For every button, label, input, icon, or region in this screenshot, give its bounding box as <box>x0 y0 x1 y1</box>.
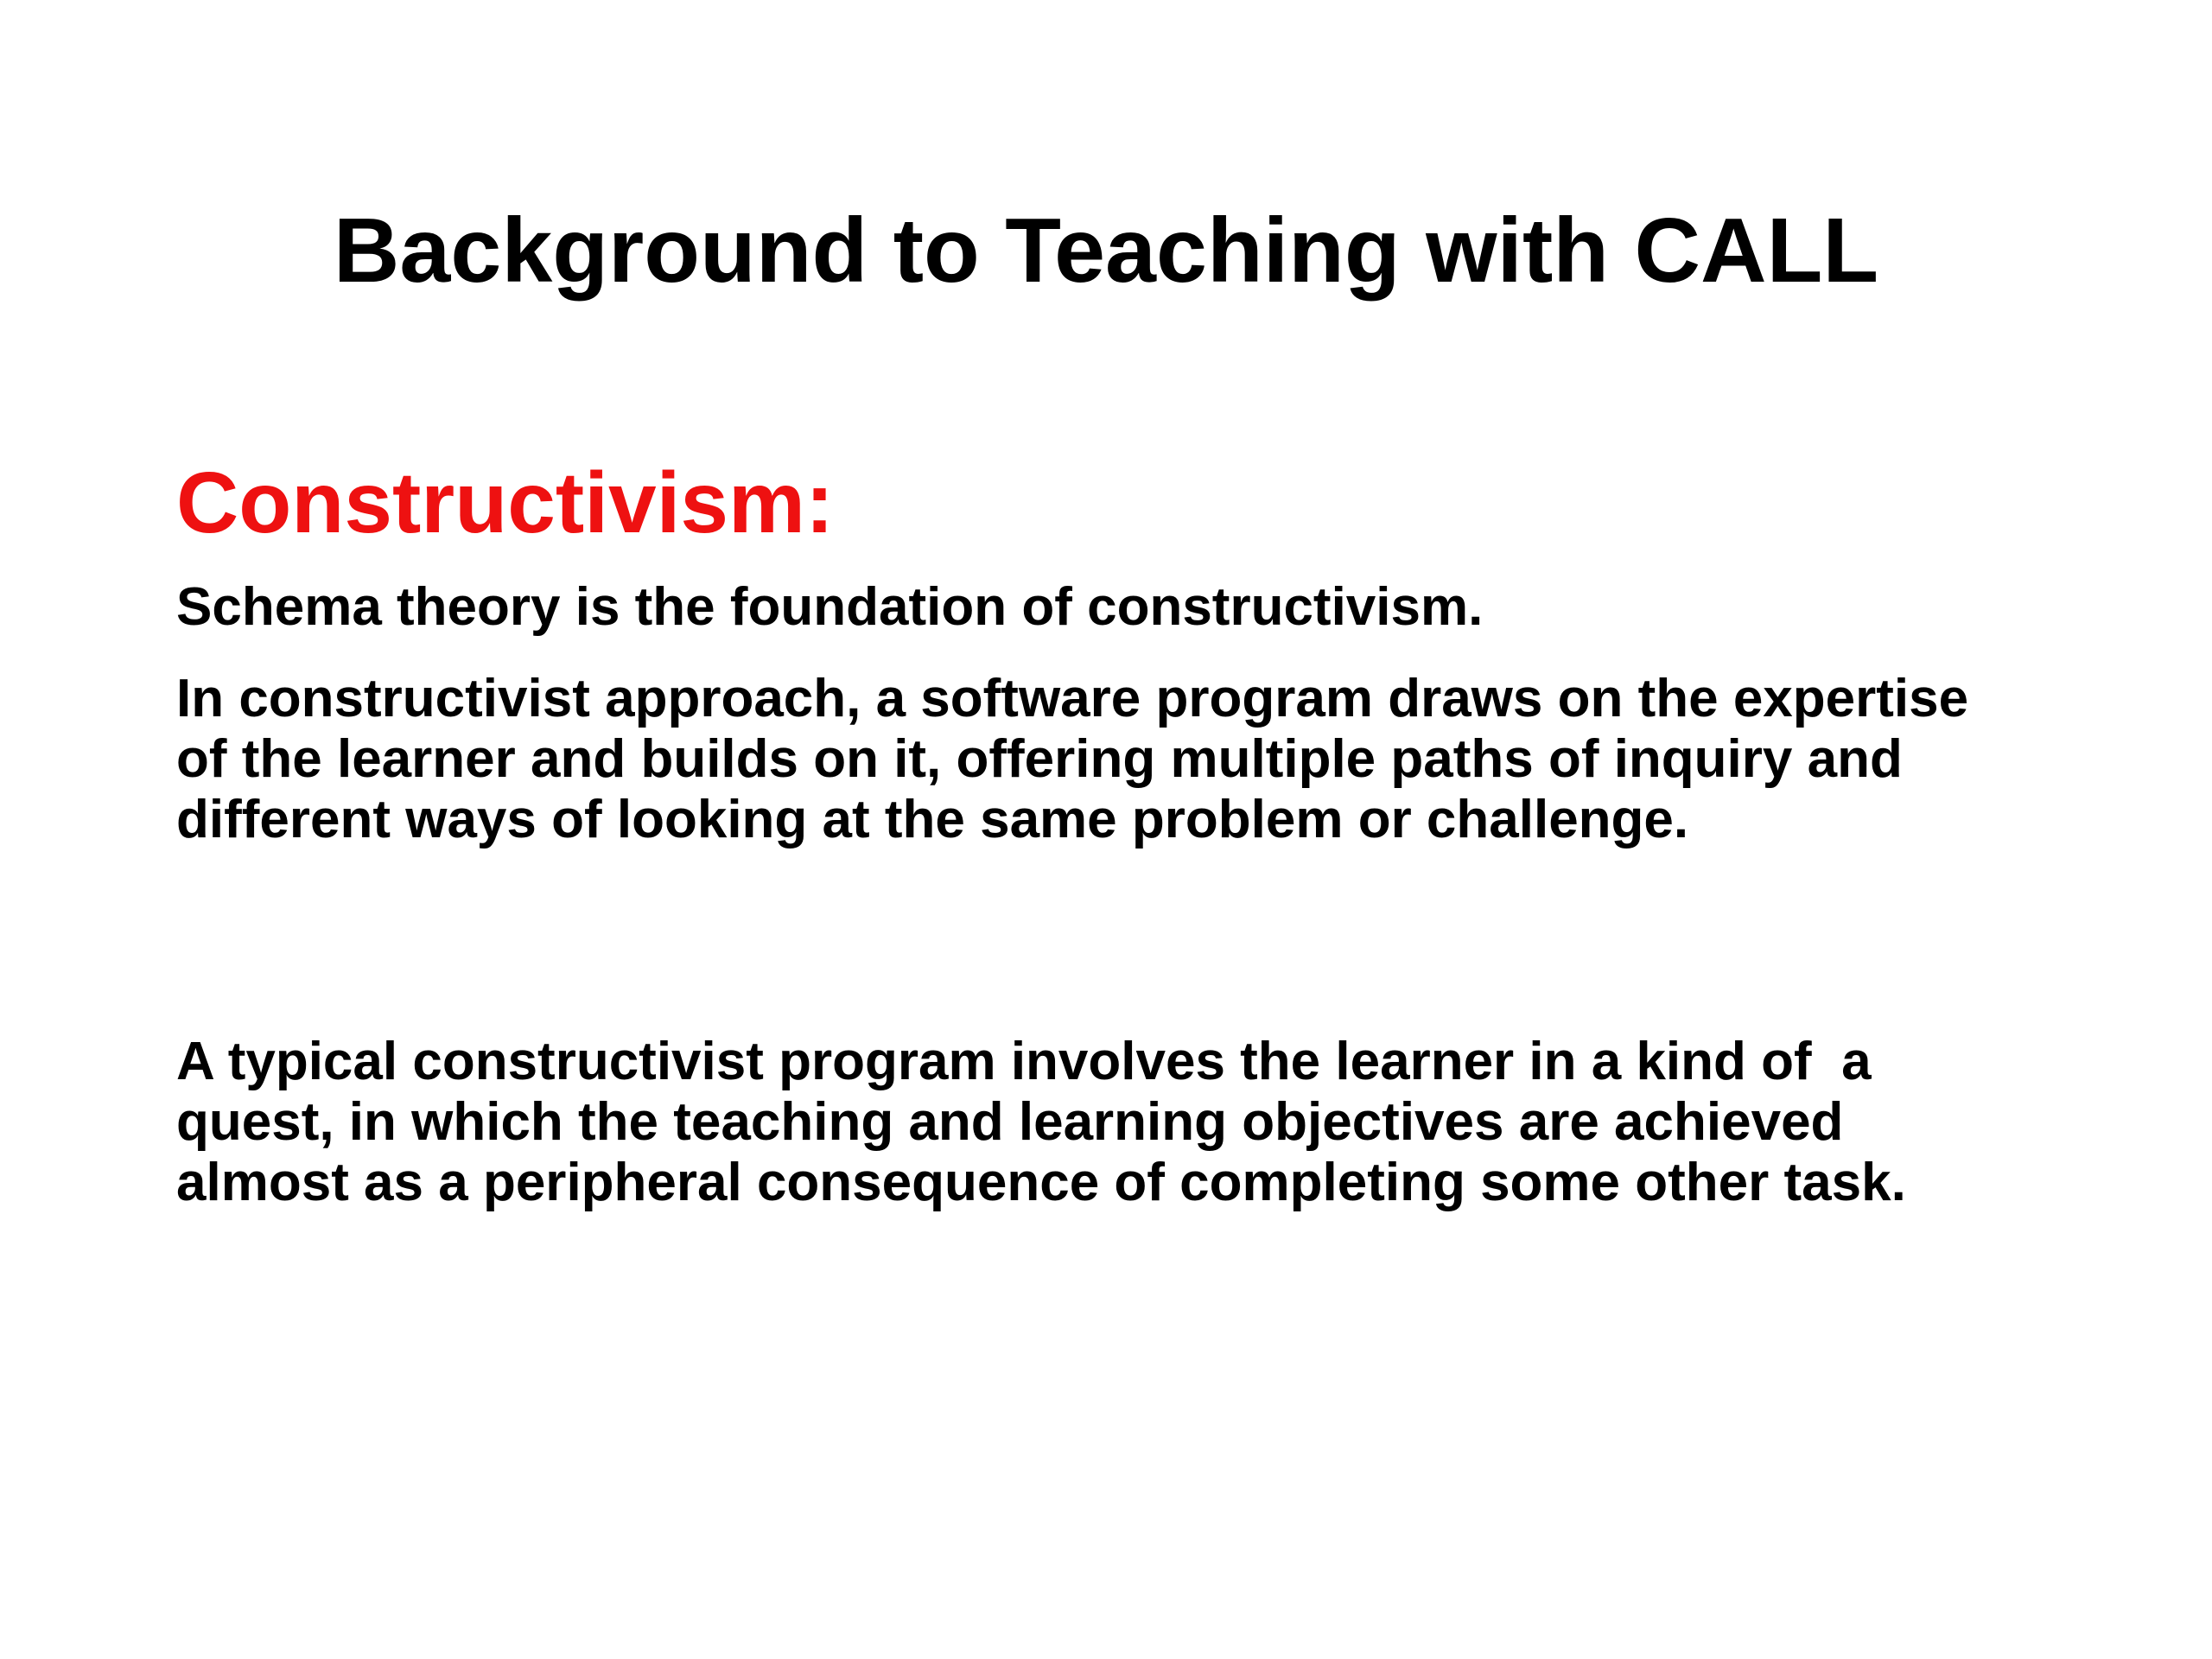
paragraph-constructivist-approach <box>176 669 2164 850</box>
paragraph-line: almost as a peripheral consequence of completing some other task. <box>176 1153 1906 1212</box>
paragraph-line: Schema theory is the foundation of constructivism. <box>176 577 1484 637</box>
paragraph-line: quest, in which the teaching and learning objectives are achieved <box>176 1092 1844 1152</box>
slide-title: Background to Teaching with CALL <box>333 200 1879 302</box>
section-heading: Constructivism: <box>176 454 835 551</box>
paragraph-typical-program <box>176 1032 2164 1213</box>
paragraph-schema-theory <box>176 577 2164 638</box>
slide-body <box>176 451 2164 1213</box>
paragraph-line: different ways of looking at the same problem or challenge. <box>176 790 1689 849</box>
paragraph-line: A typical constructivist program involves the learner in a kind of a <box>176 1032 1872 1091</box>
paragraph-line: In constructivist approach, a software program draws on the expertise <box>176 669 1969 728</box>
paragraph-line: of the learner and builds on it, offering multiple paths of inquiry and <box>176 729 1903 789</box>
